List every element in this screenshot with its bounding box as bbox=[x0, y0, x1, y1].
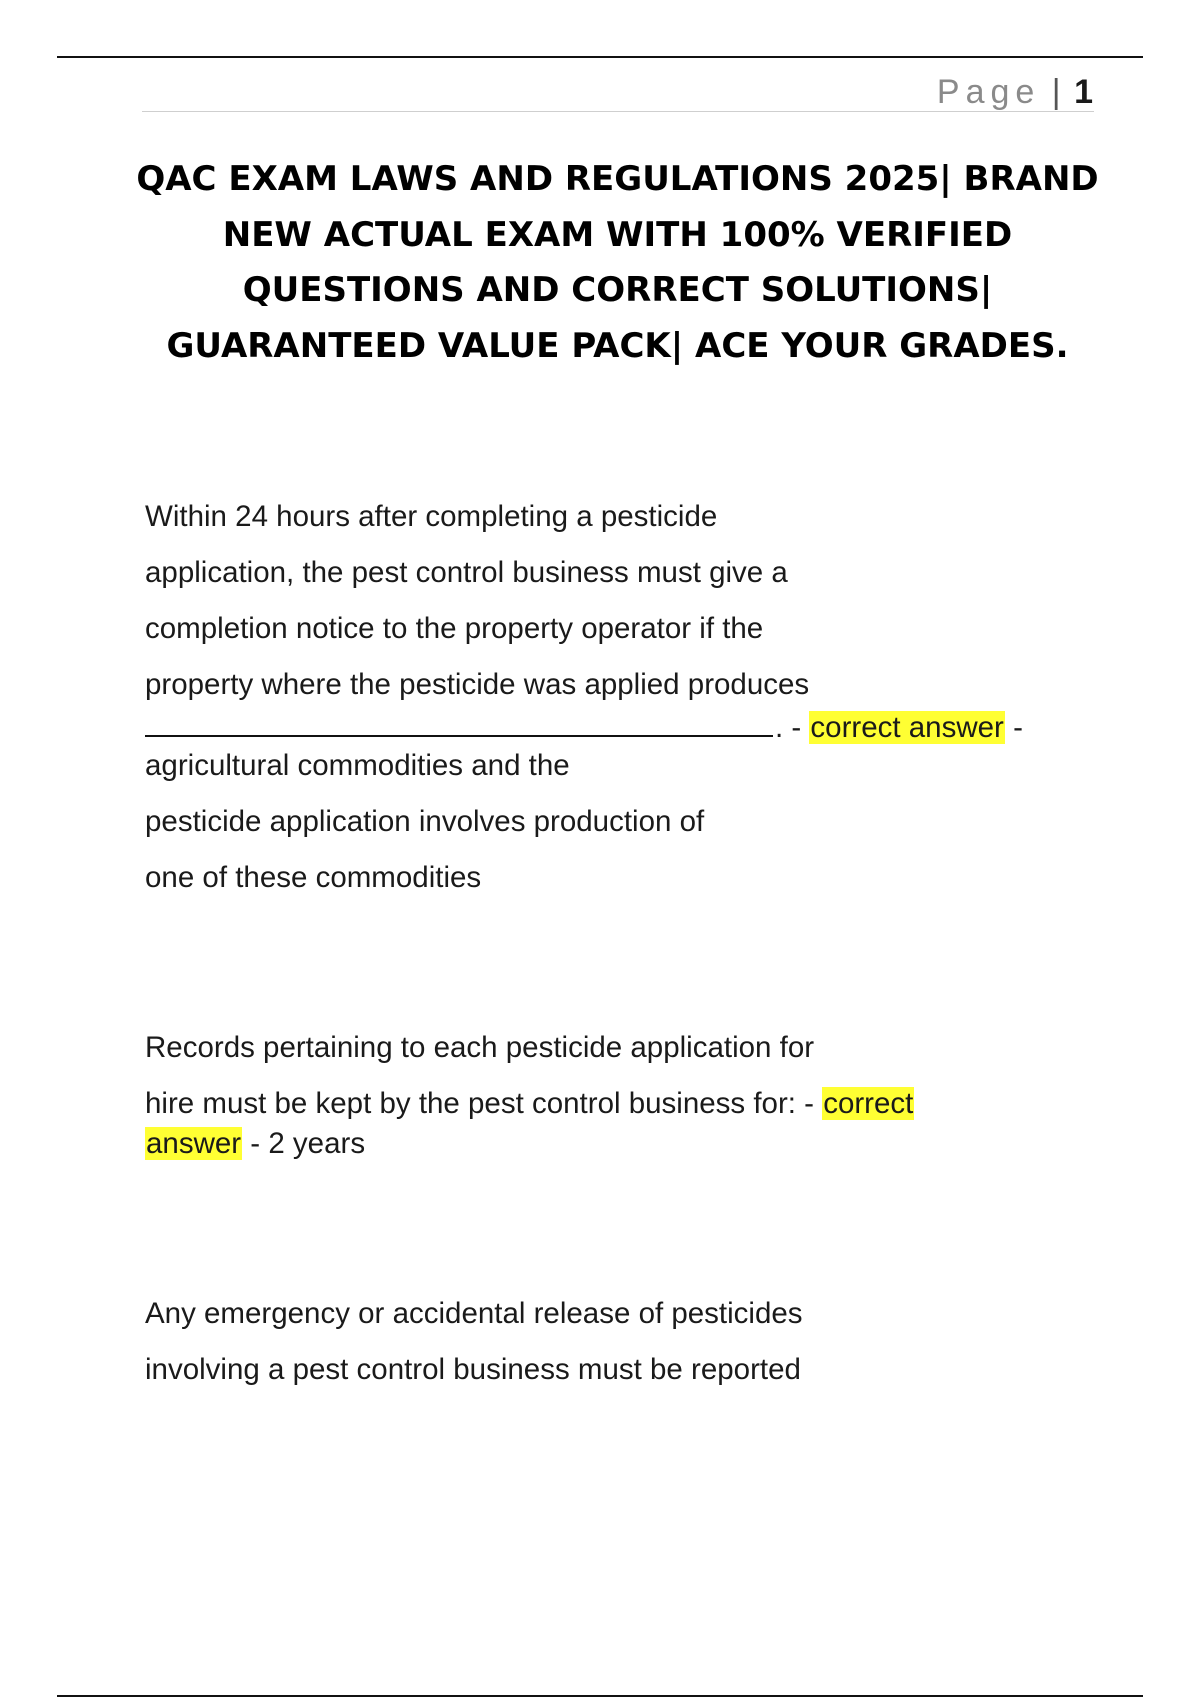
question-line: application, the pest control business must give a bbox=[145, 556, 788, 589]
question-line-with-answer bbox=[145, 1087, 914, 1121]
fill-in-blank bbox=[145, 709, 773, 737]
answer-text: - 2 years bbox=[242, 1127, 366, 1160]
page-label: Page bbox=[936, 73, 1041, 111]
question-text: hire must be kept by the pest control business for: - bbox=[145, 1087, 823, 1120]
correct-answer-label: correct answer bbox=[810, 711, 1004, 744]
question-line: property where the pesticide was applied produces bbox=[145, 668, 810, 701]
top-border-rule bbox=[57, 56, 1143, 58]
page-number: 1 bbox=[1074, 73, 1093, 111]
page-number-header bbox=[937, 70, 1093, 114]
answer-suffix: - bbox=[1004, 711, 1023, 744]
correct-answer-label-cont: answer bbox=[146, 1127, 242, 1160]
answer-text-line: agricultural commodities and the bbox=[145, 749, 570, 782]
answer-text-line: one of these commodities bbox=[145, 861, 482, 894]
document-title: QAC EXAM LAWS AND REGULATIONS 2025| BRAND NEW ACTUAL EXAM WITH 100% VERIFIED QUESTIONS AND CORRECT SOLUTIONS| GUARANTEED VALUE PACK| ACE YOUR GRADES. bbox=[136, 159, 1099, 366]
answer-text-line: pesticide application involves production of bbox=[145, 805, 705, 838]
correct-answer-label: correct bbox=[823, 1087, 914, 1120]
question-line: Any emergency or accidental release of pesticides bbox=[145, 1297, 803, 1330]
page-separator: | bbox=[1051, 73, 1061, 111]
question-line: Within 24 hours after completing a pesticide bbox=[145, 500, 718, 533]
blank-suffix: . - bbox=[775, 711, 810, 744]
bottom-border-rule bbox=[57, 1695, 1143, 1697]
answer-line bbox=[145, 709, 1023, 745]
header-rule bbox=[142, 111, 1094, 112]
question-line: involving a pest control business must be reported bbox=[145, 1353, 801, 1386]
question-line: Records pertaining to each pesticide application for bbox=[145, 1031, 815, 1064]
question-line: completion notice to the property operator if the bbox=[145, 612, 764, 645]
answer-line bbox=[145, 1127, 365, 1161]
